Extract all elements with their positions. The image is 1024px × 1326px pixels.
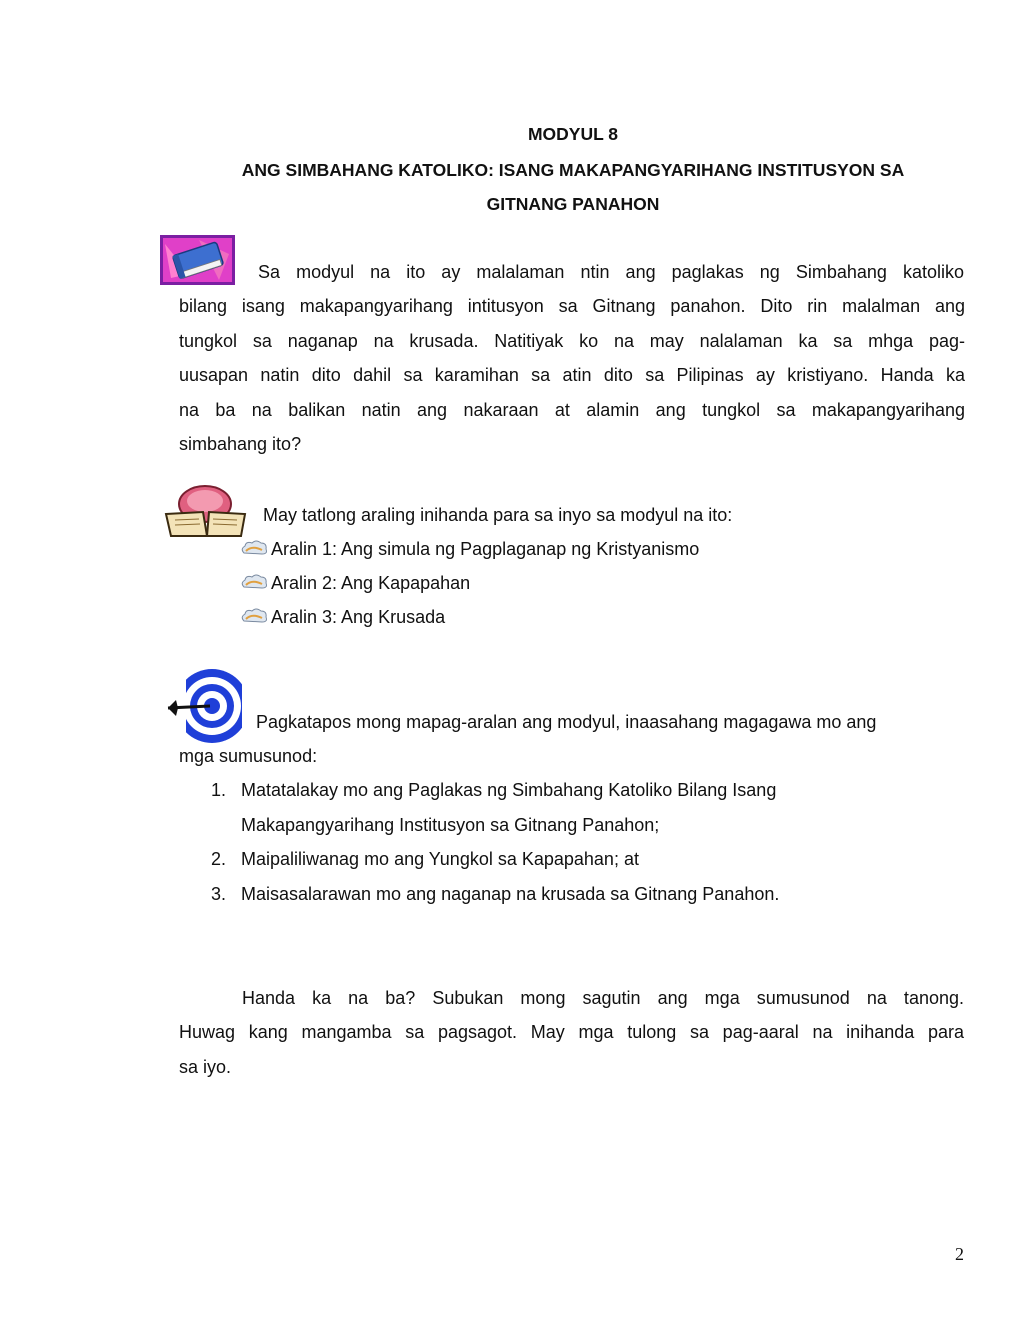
lesson-item: Aralin 2: Ang Kapapahan <box>271 573 471 593</box>
page-number: 2 <box>955 1244 964 1264</box>
closing-line-1: Handa ka na ba? Subukan mong sagutin ang mga sumusunod na tanong. <box>242 988 964 1008</box>
objective-number: 1. <box>211 780 227 800</box>
objective-number: 2. <box>211 849 227 869</box>
closing-line-3: sa iyo. <box>179 1057 232 1077</box>
target-icon <box>164 666 242 746</box>
module-title-line2: GITNANG PANAHON <box>486 194 660 214</box>
objective-number: 3. <box>211 884 227 904</box>
objective-text: Maisasalarawan mo ang naganap na krusada sa Gitnang Panahon. <box>241 884 780 904</box>
book-icon <box>159 234 236 286</box>
intro-line-2: bilang isang makapangyarihang intitusyon sa Gitnang panahon. Dito rin malalman ang <box>179 296 965 316</box>
module-title-line1: ANG SIMBAHANG KATOLIKO: ISANG MAKAPANGYARIHANG INSTITUSYON SA <box>241 160 905 180</box>
objective-text: Matatalakay mo ang Paglakas ng Simbahang Katoliko Bilang Isang <box>241 780 777 800</box>
intro-line-1: Sa modyul na ito ay malalaman ntin ang paglakas ng Simbahang katoliko <box>258 262 964 282</box>
intro-line-3: tungkol sa naganap na krusada. Natitiyak ko na may nalalaman ka sa mhga pag- <box>179 331 965 351</box>
cloud-bullet-icon <box>240 607 268 625</box>
cloud-bullet-icon <box>240 573 268 591</box>
module-number: MODYUL 8 <box>527 124 619 144</box>
intro-line-4: uusapan natin dito dahil sa karamihan sa atin dito sa Pilipinas ay kristiyano. Handa ka <box>179 365 965 385</box>
objective-text: Makapangyarihang Institusyon sa Gitnang Panahon; <box>241 815 660 835</box>
objectives-intro-line2: mga sumusunod: <box>179 746 318 766</box>
cloud-bullet-icon <box>240 539 268 557</box>
objectives-intro-line1: Pagkatapos mong mapag-aralan ang modyul, inaasahang magagawa mo ang <box>256 712 877 732</box>
intro-line-6: simbahang ito? <box>179 434 302 454</box>
lesson-item: Aralin 1: Ang simula ng Pagplaganap ng Kristyanismo <box>271 539 700 559</box>
closing-line-2: Huwag kang mangamba sa pagsagot. May mga tulong sa pag-aaral na inihanda para <box>179 1022 964 1042</box>
objective-text: Maipaliliwanag mo ang Yungkol sa Kapapahan; at <box>241 849 639 869</box>
open-book-icon <box>163 484 248 540</box>
intro-line-5: na ba na balikan natin ang nakaraan at alamin ang tungkol sa makapangyarihang <box>179 400 965 420</box>
lesson-item: Aralin 3: Ang Krusada <box>271 607 446 627</box>
lessons-heading: May tatlong araling inihanda para sa inyo sa modyul na ito: <box>263 505 733 525</box>
